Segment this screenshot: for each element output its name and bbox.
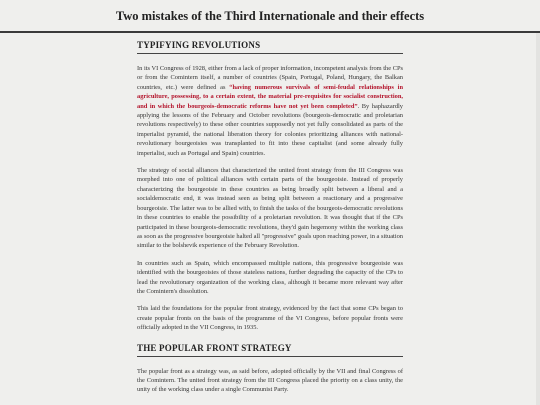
scrollbar[interactable] — [536, 33, 540, 405]
header-divider — [0, 31, 540, 33]
paragraph: The strategy of social alliances that characterized the united front strategy from the III Congress was morphed into one of political alliances with certain parts of the bourgeoisie. Instead of properly characterizing the bourgeoisie in these countries as being broadly split between a liberal and a socialdemocratic end, it was instead seen as being split between a reactionary and a progressive bourgeoisie. The latter was to be allied with, to finish the tasks of the bourgeois-democratic revolutions in these countries to enable the possibility of a proletarian revolution. It was thought that if the CPs participated in these bourgeois-democratic revolutions, they'd gain hegemony within the working class as soon as the progressive bourgeoisie halted all "progressive" goals upon reaching power, in a situation similar to the bolshevik experience of the February Revolution. — [137, 167, 403, 250]
article-body — [137, 38, 403, 403]
section-divider — [137, 53, 403, 54]
section-divider — [137, 356, 403, 357]
highlighted-quote: “having numerous survivals of semi-feudal relationships in agriculture, possessing, to a certain extent, the material pre-requisites for socialist construction, and in which the bourgeois-democratic reforms have not yet been completed” — [137, 83, 404, 110]
section-heading-typifying: TYPIFYING REVOLUTIONS — [137, 40, 261, 50]
paragraph-text: . By haphazardly applying the lessons of the February and October revolutions (bourgeois-democratic and proletarian revolutions respectively) to these other countries supposedly not yet fully consolidated as parts of the imperialist pyramid, the national liberation theory for colonies prioritizing alliances with national-revolutionary bourgeoisies was transplanted to fit into these capitalist (and some already fully imperialist, such as Portugal and Spain) countries. — [137, 102, 403, 157]
paragraph: In countries such as Spain, which encompassed multiple nations, this progressive bourgeoisie was identified with the bourgeoisies of those stateless nations, further degrading the capacity of the CPs to lead the revolutionary organization of the working class, although it became more relevant way after the Comintern's dissolution. — [137, 259, 403, 295]
section-heading-popular-front: THE POPULAR FRONT STRATEGY — [137, 342, 292, 353]
paragraph-text: In its VI Congress of 1928, either from a lack of proper information, incompetent analysis from the CPs or from the Comintern itself, a number of countries (Spain, Portugal, Poland, Hungary, the Balkan countries, etc.) were defined as — [137, 65, 403, 91]
paragraph: The popular front as a strategy was, as said before, adopted officially by the VII and final Congress of the Comintern. The united front strategy from the III Congress placed the priority on a class unity, the unity of the working class under a single Communist Party. — [137, 367, 403, 394]
paragraph — [137, 64, 403, 158]
page-title: Two mistakes of the Third Internationale and their effects — [115, 9, 425, 23]
page-header — [0, 0, 540, 33]
paragraph: This laid the foundations for the popular front strategy, evidenced by the fact that some CPs began to create popular fronts on the basis of the programme of the VI Congress, before popular fronts were officially adopted in the VII Congress, in 1935. — [137, 305, 403, 332]
